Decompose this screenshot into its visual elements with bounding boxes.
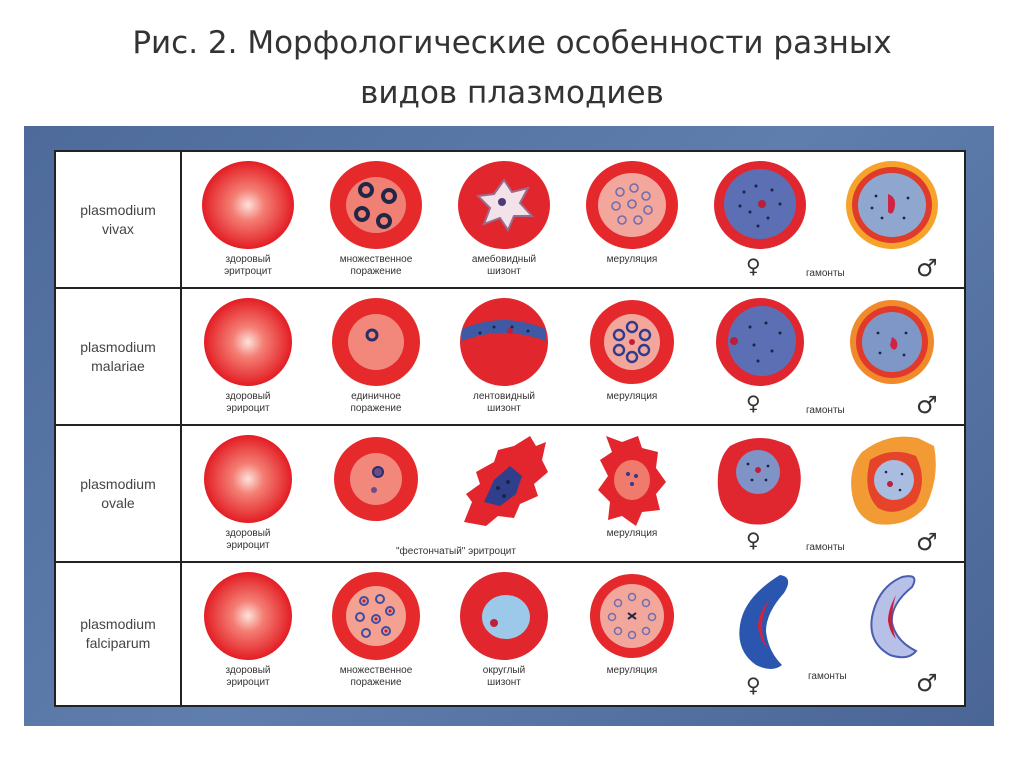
cell-gamont-female [698,158,822,283]
caption-line: поражение [350,677,402,688]
female-symbol: ♀ [746,254,761,278]
species-subname: falciparum [85,635,151,651]
round-parasite [482,595,530,639]
plasmodium-table [54,150,966,707]
slide-title [0,18,1024,118]
male-symbol: ♂ [916,669,938,697]
cell-gamont-male [830,295,954,420]
male-symbol: ♂ [916,528,938,556]
cell-gamont-male [830,158,954,283]
caption-line: меруляция [606,391,658,402]
species-subname: vivax [102,220,134,237]
gamonts-label: гамонты [806,542,845,553]
row-malariae [56,289,964,426]
female-symbol: ♀ [746,528,761,552]
caption-line: эрироцит [226,403,270,414]
species-label [56,289,182,424]
cell-merulation [570,295,694,420]
infected-rbc [460,298,548,386]
cell-infected-rbc [314,432,438,557]
species-subname: ovale [101,494,135,511]
cell-healthy-rbc [186,432,310,557]
crescent-gamont [871,576,916,657]
title-line-1: Рис. 2. Морфологические особенности разных [132,25,892,61]
cell-band-schizont [442,295,566,420]
cell-fimbriated-rbc [442,432,566,557]
crescent-gamont [739,575,788,669]
species-subname: malariae [91,357,145,374]
cell-single-infection [314,295,438,420]
cell-healthy-rbc [186,569,310,694]
species-label [56,426,182,561]
cell-merulation [570,569,694,694]
caption-line: амебовидный [471,254,537,265]
caption-line: здоровый [225,528,271,539]
male-symbol: ♂ [916,254,938,282]
species-name: plasmodium [80,616,156,632]
caption-line: поражение [350,266,402,277]
species-name: plasmodium [80,338,156,355]
healthy-rbc [204,572,292,660]
caption-line: здоровый [225,391,271,402]
fimbriated-caption: "фестончатый" эритроцит [396,546,516,557]
caption-line: округлый [482,665,526,676]
ring-parasite [373,467,383,477]
row-vivax [56,152,964,289]
cell-amoeboid-schizont [442,158,566,283]
caption-line: множественное [339,665,413,676]
cell-gamont-male [830,432,954,557]
row-ovale [56,426,964,563]
gamonts-label: гамонты [806,405,845,416]
caption-line: единичное [351,391,401,402]
caption-line: эритроцит [224,266,272,277]
caption-line: меруляция [606,254,658,265]
cell-gamont-male [830,569,954,697]
caption-line: здоровый [225,254,271,265]
cell-healthy-rbc [186,295,310,420]
cell-merulation [570,158,694,283]
caption-line: шизонт [487,266,521,277]
caption-line: шизонт [487,403,521,414]
gamonts-label: гамонты [808,671,847,682]
caption-line: здоровый [225,665,271,676]
species-label [56,563,182,705]
caption-line: эрироцит [226,677,270,688]
species-name: plasmodium [80,475,156,492]
caption-line: меруляция [606,665,658,676]
cell-multiple-infection [314,569,438,694]
ring-parasite [371,487,377,493]
cell-merulation [570,432,694,557]
cell-gamont-female [698,569,822,697]
female-symbol: ♀ [746,391,761,415]
species-label [56,152,182,287]
caption-line: эрироцит [226,540,270,551]
female-symbol: ♀ [746,673,761,697]
cell-gamont-female [698,432,822,557]
cell-gamont-female [698,295,822,420]
caption-line: лентовидный [473,391,535,402]
title-line-2: видов плазмодиев [360,75,664,111]
caption-line: меруляция [606,528,658,539]
healthy-rbc [202,161,294,249]
caption-line: множественное [339,254,413,265]
gamonts-label: гамонты [806,268,845,279]
caption-line: шизонт [487,677,521,688]
cell-healthy-rbc [186,158,310,283]
gamont-parasite [728,306,796,376]
cell-multiple-infection [314,158,438,283]
row-falciparum [56,563,964,705]
species-name: plasmodium [80,201,156,218]
healthy-rbc [204,298,292,386]
healthy-rbc [204,435,292,523]
caption-line: поражение [350,403,402,414]
male-symbol: ♂ [916,391,938,419]
gamont-parasite [874,460,914,500]
cell-round-schizont [442,569,566,694]
